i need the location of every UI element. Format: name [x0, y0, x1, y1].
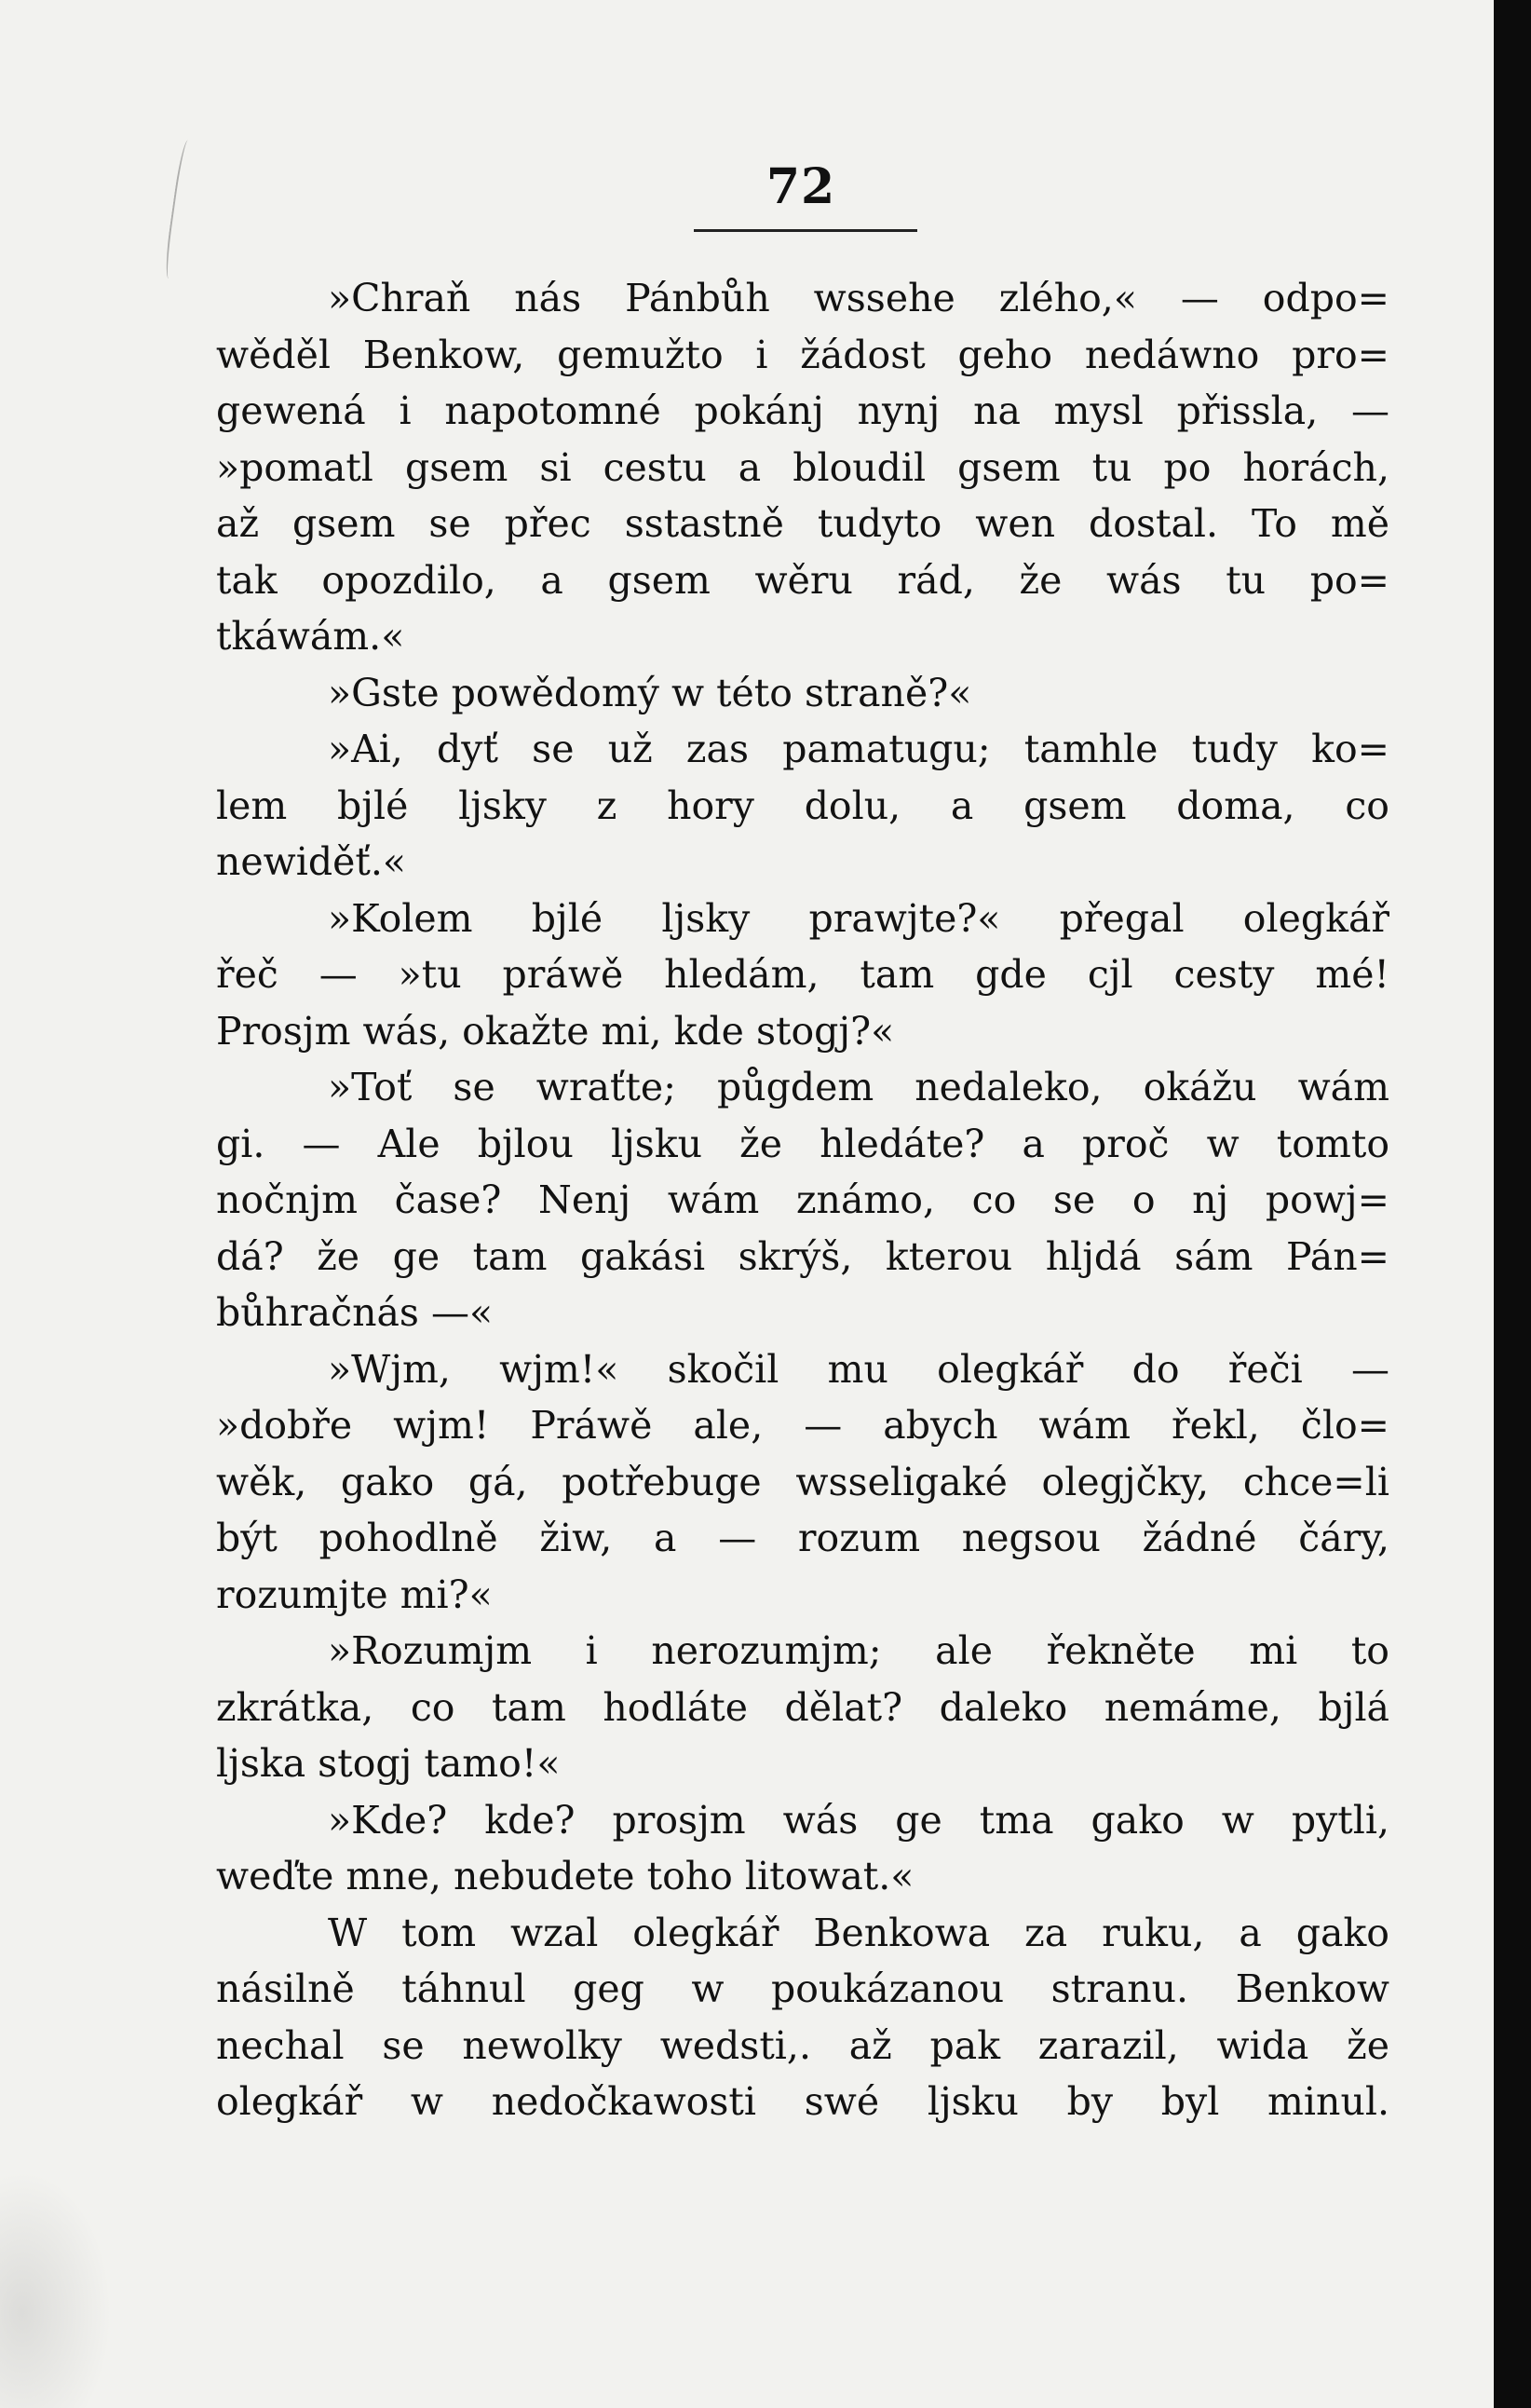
- text-line: »pomatl gsem si cestu a bloudil gsem tu po horách,: [216, 444, 1389, 490]
- text-line: »Toť se wraťte; půgdem nedaleko, okážu wám: [328, 1065, 1389, 1109]
- text-line: zkrátka, co tam hodláte dělat? daleko nemáme, bjlá: [216, 1684, 1389, 1730]
- text-line: dá? že ge tam gakási skrýš, kterou hljdá sám Pán=: [216, 1233, 1389, 1279]
- text-line: řeč — »tu práwě hledám, tam gde cjl cesty mé!: [216, 952, 1389, 997]
- text-line: násilně táhnul geg w poukázanou stranu. Benkow: [216, 1966, 1389, 2011]
- text-line: být pohodlně žiw, a — rozum negsou žádné čáry,: [216, 1516, 1389, 1560]
- text-line: až gsem se přec sstastně tudyto wen dostal. To mě: [216, 501, 1389, 546]
- text-line: nechal se newolky wedsti,. až pak zarazil, wida že: [216, 2022, 1389, 2068]
- text-line: »Chraň nás Pánbůh wssehe zlého,« — odpo=: [328, 276, 1389, 320]
- text-line: nočnjm čase? Nenj wám známo, co se o nj powj=: [216, 1177, 1389, 1222]
- text-line: »Ai, dyť se už zas pamatugu; tamhle tudy ko=: [328, 727, 1389, 771]
- text-line: »dobře wjm! Práwě ale, — abych wám řekl, člo=: [216, 1403, 1389, 1448]
- body-text: [216, 270, 1389, 2130]
- text-line: newiděť.«: [216, 839, 406, 884]
- text-line: wěk, gako gá, potřebuge wsseligaké olegjčky, chce=li: [216, 1459, 1389, 1504]
- text-line: olegkář w nedočkawosti swé ljsku by byl minul.: [216, 2079, 1389, 2124]
- text-line: bůhračnás —«: [216, 1290, 494, 1335]
- text-line: tkáwám.«: [216, 614, 405, 659]
- text-line: »Kde? kde? prosjm wás ge tma gako w pytli,: [328, 1797, 1389, 1843]
- paper-smudge: [0, 2170, 112, 2408]
- margin-pencil-mark: [163, 140, 197, 280]
- text-line: »Wjm, wjm!« skočil mu olegkář do řeči —: [328, 1346, 1389, 1392]
- text-line: rozumjte mi?«: [216, 1571, 493, 1617]
- text-line: wěděl Benkow, gemužto i žádost geho nedáwno pro=: [216, 332, 1389, 377]
- text-line: gi. — Ale bjlou ljsku že hledáte? a proč w tomto: [216, 1121, 1389, 1166]
- text-line: W tom wzal olegkář Benkowa za ruku, a gako: [328, 1910, 1389, 1955]
- page-number: 72: [766, 158, 836, 215]
- text-line: Prosjm wás, okažte mi, kde stogj?«: [216, 1008, 895, 1054]
- text-line: gewená i napotomné pokánj nynj na mysl přissla, —: [216, 388, 1389, 433]
- text-line: ljska stogj tamo!«: [216, 1741, 561, 1786]
- text-line: weďte mne, nebudete toho litowat.«: [216, 1854, 915, 1898]
- page-number-rule: [694, 229, 917, 232]
- text-line: »Kolem bjlé ljsky prawjte?« přegal olegkář: [328, 895, 1389, 941]
- text-line: »Rozumjm i nerozumjm; ale řekněte mi to: [328, 1628, 1389, 1673]
- text-line: »Gste powědomý w této straně?«: [328, 670, 972, 715]
- text-line: tak opozdilo, a gsem wěru rád, že wás tu po=: [216, 557, 1389, 603]
- scan-border: [1494, 0, 1531, 2408]
- text-line: lem bjlé ljsky z hory dolu, a gsem doma, co: [216, 782, 1389, 828]
